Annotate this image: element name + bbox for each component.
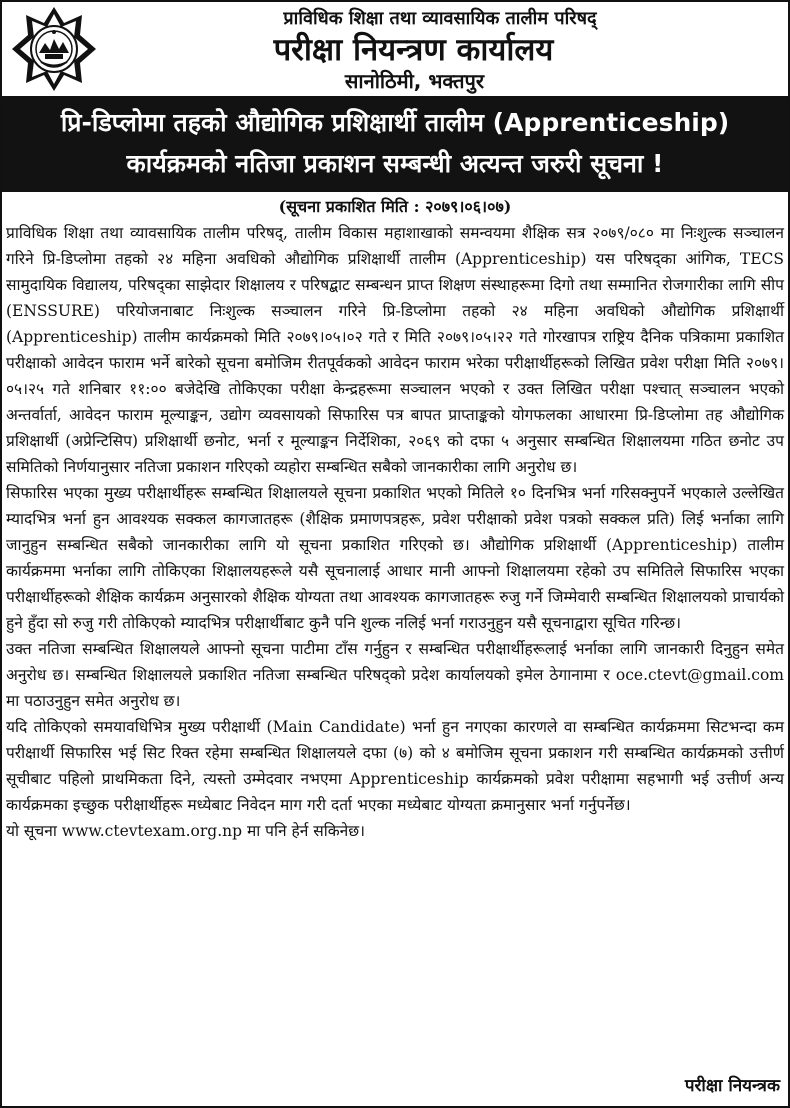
banner-title-line-1: प्रि-डिप्लोमा तहको औद्योगिक प्रशिक्षार्थी तालीम (Apprenticeship) xyxy=(60,108,730,137)
paragraph-4: यदि तोकिएको समयावधिभित्र मुख्य परीक्षार्थी (Main Candidate) भर्ना हुन नगएका कारणले वा सम्बन्धित कार्यक्रममा सिटभन्दा कम परीक्षार्थी सिफारिस भई सिट रिक्त रहेमा सम्बन्धित शिक्षालयले दफा (७) को ४ बमोजिम सूचना प्रकाशन गरी सम्बन्धित कार्यक्रमको उत्तीर्ण सूचीबाट पहिलो प्राथमिकता दिने, त्यस्तो उम्मेदवार नभएमा Apprenticeship कार्यक्रमको प्रवेश परीक्षामा सहभागी भई उत्तीर्ण अन्य कार्यक्रमका इच्छुक परीक्षार्थीहरू मध्येबाट निवेदन माग गरी दर्ता भएका मध्येबाट योग्यता क्रमानुसार भर्ना गर्नुपर्नेछ। xyxy=(6,718,784,814)
paragraph-5: यो सूचना www.ctevtexam.org.np मा पनि हेर्न सकिनेछ। xyxy=(6,822,366,840)
publish-date: (सूचना प्रकाशित मिति : २०७९।०६।०७) xyxy=(278,197,512,216)
paragraph-1: प्राविधिक शिक्षा तथा व्यावसायिक तालीम परिषद्, तालीम विकास महाशाखाको समन्वयमा शैक्षिक सत्र २०७९/०८० मा निःशुल्क सञ्चालन गरिने प्रि-डिप्लोमा तहको २४ महिना अवधिको औद्योगिक प्रशिक्षार्थी तालीम (Apprenticeship) यस परिषद्का आंगिक, TECS सामुदायिक विद्यालय, परिषद्का साझेदार शिक्षालय र परिषद्बाट सम्बन्धन प्राप्त शिक्षण संस्थाहरूमा दिगो तथा सम्मानित रोजगारीका लागि सीप (ENSSURE) परियोजनाबाट निःशुल्क सञ्चालन गरिने प्रि-डिप्लोमा तहको २४ महिना अवधिको औद्योगिक प्रशिक्षार्थी (Apprenticeship) तालीम कार्यक्रमको मिति २०७९।०५।०२ गते र मिति २०७९।०५।२२ गते गोरखापत्र राष्ट्रिय दैनिक पत्रिकामा प्रकाशित परीक्षाको आवेदन फाराम भर्ने बारेको सूचना बमोजिम रीतपूर्वकको आवेदन फाराम भरेका परीक्षार्थीहरूको लिखित प्रवेश परीक्षा मिति २०७९।०५।२५ गते शनिबार ११:०० बजेदेखि तोकिएका परीक्षा केन्द्रहरूमा सञ्चालन भएको र उक्त लिखित परीक्षा पश्चात् सञ्चालन भएको अन्तर्वार्ता, आवेदन फाराम मूल्याङ्कन, उद्योग व्यवसायको सिफारिस पत्र बापत प्राप्ताङ्कको योगफलका आधारमा प्रि-डिप्लोमा तह औद्योगिक प्रशिक्षार्थी (अप्रेन्टिसिप) प्रशिक्षार्थी छनोट, भर्ना र मूल्याङ्कन निर्देशिका, २०६९ को दफा ५ अनुसार सम्बन्धित शिक्षालयमा गठित छनोट उप समितिको निर्णयानुसार नतिजा प्रकाशन गरिएको व्यहोरा सम्बन्धित सबैको जानकारीका लागि अनुरोध छ। xyxy=(6,224,784,476)
paragraph-3: उक्त नतिजा सम्बन्धित शिक्षालयले आफ्नो सूचना पाटीमा टाँस गर्नुहुन र सम्बन्धित परीक्षार्थीहरूलाई भर्नाका लागि जानकारी दिनुहुन समेत अनुरोध छ। सम्बन्धित शिक्षालयले प्रकाशित नतिजा सम्बन्धित परिषद्को प्रदेश कार्यालयको इमेल ठेगानामा र oce.ctevt@gmail.com मा पठाउनुहुन समेत अनुरोध छ। xyxy=(6,640,784,710)
notice-title-banner xyxy=(2,98,788,192)
banner-title-line-2: कार्यक्रमको नतिजा प्रकाशन सम्बन्धी अत्यन्त जरुरी सूचना ! xyxy=(126,149,664,178)
notice-body xyxy=(2,220,788,844)
organization-name: प्राविधिक शिक्षा तथा व्यावसायिक तालीम परिषद् xyxy=(283,8,597,29)
signatory-title: परीक्षा नियन्त्रक xyxy=(684,1076,780,1096)
office-location: सानोठिमी, भक्तपुर xyxy=(344,69,485,93)
paragraph-2: सिफारिस भएका मुख्य परीक्षार्थीहरू सम्बन्धित शिक्षालयले सूचना प्रकाशित भएको मितिले १० दिनभित्र भर्ना गरिसक्नुपर्ने भएकाले उल्लेखित म्यादभित्र भर्ना हुन आवश्यक सक्कल कागजातहरू (शैक्षिक प्रमाणपत्रहरू, प्रवेश परीक्षाको प्रवेश पत्रको सक्कल प्रति) लिई भर्नाका लागि जानुहुन सम्बन्धित सबैको जानकारीका लागि यो सूचना प्रकाशित गरिएको छ। औद्योगिक प्रशिक्षार्थी (Apprenticeship) तालीम कार्यक्रममा भर्नाका लागि तोकिएका शिक्षालयहरूले यसै सूचनालाई आधार मानी आफ्नो शिक्षालयमा रहेको उप समितिले सिफारिस भएका परीक्षार्थीहरूको शैक्षिक कार्यक्रम अनुसारको शैक्षिक योग्यता तथा आवश्यक कागजातहरू रुजु गर्ने जिम्मेवारी सम्बन्धित शिक्षालयको प्राचार्यको हुने हुँदा सो रुजु गरी तोकिएको म्यादभित्र परीक्षार्थीबाट कुनै पनि शुल्क नलिई भर्ना गराउनुहुन यसै सूचनाद्वारा सूचित गरिन्छ। xyxy=(6,484,784,632)
office-name: परीक्षा नियन्त्रण कार्यालय xyxy=(273,32,554,68)
header xyxy=(2,2,788,98)
header-text-block xyxy=(97,7,788,94)
